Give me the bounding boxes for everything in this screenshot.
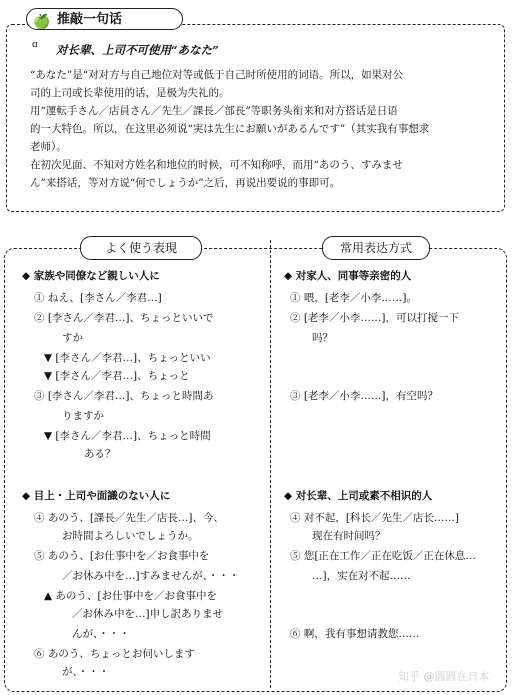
left-line: ▼ [李さん／李君…]、ちょっと時間 xyxy=(44,430,211,442)
headline: 对长辈、上司不可使用“あなた” xyxy=(56,43,219,57)
left-line: ① ねえ、[李さん／李君…] xyxy=(34,292,162,304)
right-line: ⑤ 您[正在工作／正在吃饭／正在休息… xyxy=(290,550,476,562)
bullet-mark: ɑ xyxy=(32,40,38,50)
left-line: ◆ 目上・上司や面識のない人に xyxy=(22,490,171,502)
right-line: ③ [老李／小李……]，有空吗？ xyxy=(290,390,439,402)
paragraph-2: 用“運転手さん／店員さん／先生／課長／部長”等职务头衔来和对方搭话是日语 的一大特色。所以，在这里必须说“実は先生にお願いがあるんです”（其实我有事想求 老师）。 xyxy=(30,105,430,153)
left-line: ▼ [李さん／李君…]、ちょっといい xyxy=(44,352,211,364)
right-line: …]，实在对不起…… xyxy=(312,570,411,582)
left-line: ／お休み中を…]申し訳ありませ xyxy=(72,608,224,620)
left-line: んが、・・・ xyxy=(72,628,130,640)
left-line: が、・・・ xyxy=(62,666,110,678)
watermark: 知乎 @圆圆在日本 xyxy=(398,670,490,683)
left-line: ／お休み中を…]すみませんが、・・・ xyxy=(62,570,240,582)
right-line: ◆ 对长辈、上司或素不相识的人 xyxy=(284,490,433,502)
left-line: ▼ [李さん／李君…]、ちょっと xyxy=(44,370,190,382)
right-line: ① 喂，[老李／小李……]。 xyxy=(290,292,418,304)
paragraph-1: “あなた”是“对对方与自己地位对等或低于自己时所使用的词语。所以，如果对公 司的上司或长辈使用的话，是极为失礼的。 xyxy=(30,69,404,99)
left-line: ▲ あのう、[お仕事中を／お食事中を xyxy=(44,590,218,602)
right-line: 吗？ xyxy=(312,332,333,344)
apple-icon: 🍏 xyxy=(33,14,51,30)
paragraph-3: 在初次见面、不知对方姓名和地位的时候，可不知称呼，而用“あのう、すみませ ん”来搭话，等对方说“何でしょうか”之后，再说出要说的事即可。 xyxy=(30,159,403,189)
left-line: ⑤ あのう、[お仕事中を／お食事中を xyxy=(34,550,210,562)
left-line: ◆ 家族や同僚など親しい人に xyxy=(22,270,160,282)
left-column-title: よく使う表現 xyxy=(80,236,202,260)
left-line: ある？ xyxy=(84,448,116,460)
left-line: お時間よろしいでしょうか。 xyxy=(62,530,199,542)
right-column-title: 常用表达方式 xyxy=(322,236,430,260)
right-line: ⑥ 啊，我有事想请教您…… xyxy=(290,628,420,640)
left-line: ② [李さん／李君…]、ちょっといいで xyxy=(34,312,214,324)
right-line: ② [老李／小李……]，可以打搅一下 xyxy=(290,312,460,324)
left-line: ⑥ あのう、ちょっとお伺いします xyxy=(34,648,195,660)
left-line: りますか xyxy=(62,410,104,422)
right-line: ◆ 对家人、同事等亲密的人 xyxy=(284,270,412,282)
left-line: すか xyxy=(62,332,83,344)
left-line: ③ [李さん／李君…]、ちょっと時間あ xyxy=(34,390,214,402)
right-line: ④ 对不起，[科长／先生／店长……] xyxy=(290,512,460,524)
tag-title: 推敲一句话 xyxy=(57,12,123,27)
section-tag xyxy=(26,8,183,30)
column-divider xyxy=(270,240,271,688)
right-line: 现在有时间吗？ xyxy=(312,530,386,542)
left-line: ④ あのう、[課長／先生／店長…]、今、 xyxy=(34,512,225,524)
